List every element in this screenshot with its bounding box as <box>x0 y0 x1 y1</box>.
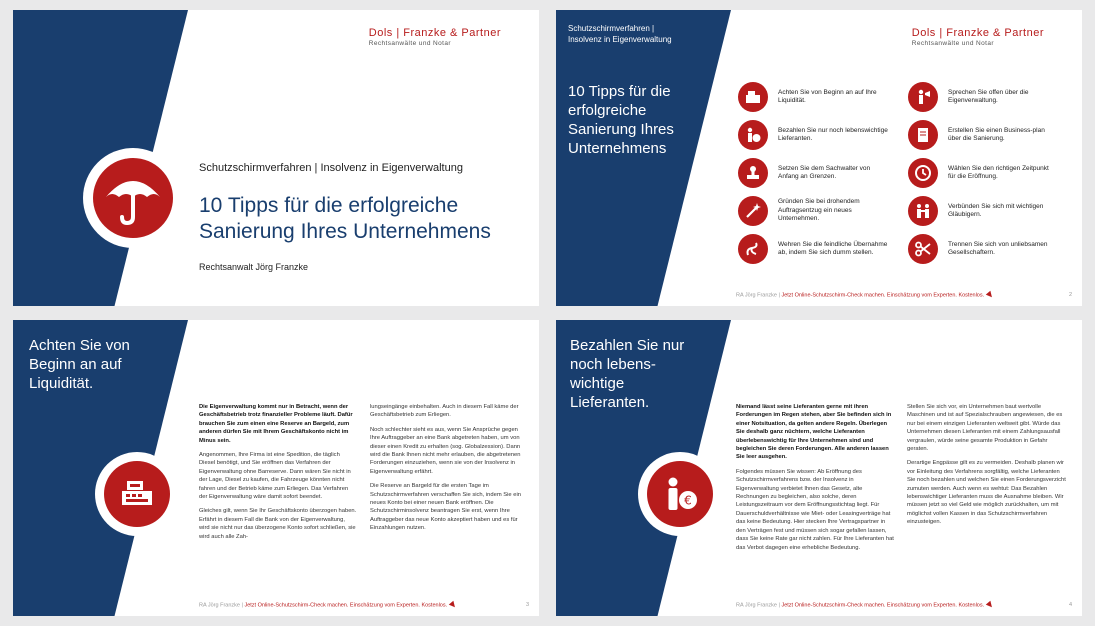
tip-item-2 <box>738 120 888 150</box>
footer <box>736 602 993 608</box>
cover-author: Rechtsanwalt Jörg Franzke <box>199 262 309 272</box>
tip-item-8 <box>908 158 1058 188</box>
footer-author: RA Jörg Franzke <box>199 602 240 608</box>
footer-author: RA Jörg Franzke <box>736 602 777 608</box>
paragraph: Stellen Sie sich vor, ein Unternehmen baut wertvolle Maschinen und ist auf Spezialschrauben angewiesen, die es nur bei einem einzigen Lieferanten weltweit gibt. Würde das Unternehmen diesen Lieferanten mit einem Zahlungsausfall vergraulen, würde seine gesamte Produktion in Gefahr geraten. <box>907 404 1063 453</box>
svg-text:€: € <box>684 493 692 508</box>
tip-2-page <box>556 320 1082 616</box>
footer-author: RA Jörg Franzke <box>736 292 777 298</box>
tip-item-4 <box>738 196 888 226</box>
tip-text: Sprechen Sie offen über die Eigenverwaltung. <box>948 88 1029 104</box>
tip-1-page <box>13 320 539 616</box>
tip-text: Achten Sie von Beginn an auf Ihre Liquidität. <box>778 88 877 104</box>
paragraph: Gleiches gilt, wenn Sie Ihr Geschäftskonto überzogen haben. Erfährt in diesem Fall die Bank von der Eigenverwaltung, wird sie nicht nur das überzogene Konto sofort schließen, sie wird auch alle Zah- <box>199 508 357 540</box>
page-number: 4 <box>1068 602 1072 608</box>
page-number: 3 <box>525 602 529 608</box>
overview-title: 10 Tipps für die erfolgreiche Sanierung Ihres Unternehmens <box>568 83 674 157</box>
paragraph: Die Reserve an Bargeld für die ersten Tage im Schutzschirmverfahren verschaffen Sie sich, indem Sie ein neues Konto bei einer neuen Bank eröffnen. Die Schutzschirminsolvenz beantragen Sie erst, wenn Ihre Auftraggeber das neue Konto akzeptiert haben und es für Einzahlungen nutzen. <box>370 483 522 532</box>
footer-separator: | <box>241 602 243 608</box>
tangle-icon <box>738 234 768 264</box>
footer <box>199 602 456 608</box>
tip-2-text-col-1 <box>736 403 896 558</box>
clock-icon <box>908 158 938 188</box>
footer-separator: | <box>778 292 780 298</box>
tip-item-6 <box>908 82 1058 112</box>
paragraph: Noch schlechter sieht es aus, wenn Sie Ansprüche gegen Ihre Auftraggeber an eine Bank abgetreten haben, um von dieser einen Kredit zu erhalten (sog. Globalzession). Dann wird die Bank Ihnen nicht mehr erlauben, die abgetretenen Forderungen einzuziehen, wenn sie von der Insolvenz in Eigenverwaltung erfährt. <box>370 426 521 475</box>
tip-text: Gründen Sie bei drohendem Auftragsentzug ein neues Unternehmen. <box>778 198 860 223</box>
document-euro-icon <box>908 120 938 150</box>
tip-1-text-col-1 <box>199 403 357 547</box>
tip-item-1 <box>738 82 888 112</box>
paragraph: Niemand lässt seine Lieferanten gerne mit ihren Forderungen im Regen stehen, aber Sie befinden sich in einer Notsituation, da gelten andere Regeln. Überlegen Sie deshalb ganz nüchtern, welche Lieferanten überlebenswichtig für Ihre Unternehmen sind und begleichen Sie deren Forderungen. Alle anderen lassen Sie leer ausgehen. <box>736 404 892 461</box>
page-number: 2 <box>1068 292 1072 298</box>
tip-item-9 <box>908 196 1058 226</box>
cash-register-icon-badge <box>95 452 179 536</box>
tip-item-7 <box>908 120 1058 150</box>
tip-2-text-col-2 <box>907 403 1067 533</box>
umbrella-icon <box>102 167 164 229</box>
cover-page <box>13 10 539 306</box>
header-line-1: Schutzschirmverfahren | <box>568 24 655 33</box>
tip-2-title: Bezahlen Sie nur noch lebens- wichtige Lieferanten. <box>570 337 685 411</box>
tip-text: Trennen Sie sich von unliebsamen Gesellschaftern. <box>948 240 1048 256</box>
tip-text: Setzen Sie dem Sachwalter von Anfang an Grenzen. <box>778 164 871 180</box>
paragraph: Folgendes müssen Sie wissen: Ab Eröffnung des Schutzschirmverfahrens bzw. der Insolvenz in Eigenverwaltung verbietet Ihnen das Gesetz, alte Rechnungen zu begleichen, also solche, deren Leistungszeitraum vor dem Eröffnungsstichtag liegt. Für Dauerschuldverhältnisse wie Miet- oder Leasingverträge hat das keine Bedeutung. Hier stecken Ihre Vertragspartner in den Verträgen fest und müssen sich sogar gefallen lassen, dass Sie keine Rate gar nicht zahlen. Für Ihre Lieferanten hat das Verbot dagegen eine erhebliche Bedeutung. <box>736 468 894 551</box>
footer-separator: | <box>778 602 780 608</box>
person-euro-icon-badge <box>638 452 722 536</box>
paragraph: Die Eigenverwaltung kommt nur in Betracht, wenn der Geschäftsbetrieb trotz finanzieller Probleme läuft. Dafür brauchen Sie zum einen eine Reserve an Bargeld, zum anderen dürfen Sie mit Ihrem Geschäftskonto nicht im Minus sein. <box>199 404 353 444</box>
blue-band <box>556 10 731 306</box>
tip-item-5 <box>738 234 888 264</box>
handshake-icon <box>908 196 938 226</box>
paragraph: lungseingänge einbehalten. Auch in diesem Fall käme der Geschäftsbetrieb zum Erliegen. <box>370 404 519 419</box>
cover-subtitle: Schutzschirmverfahren | Insolvenz in Eigenverwaltung <box>199 162 463 174</box>
tip-1-text-col-2 <box>370 403 528 539</box>
umbrella-icon-badge <box>83 148 183 248</box>
paragraph: Derartige Engpässe gilt es zu vermeiden. Deshalb planen wir vor Einleitung des Verfahrens sorgfältig, welche Lieferanten Sie noch bezahlen und welchen Sie einen Forderungsverzicht zumuten werden. Auch wenn es wehtut: Das Bezahlen lebenswichtiger Lieferanten muss die Ausnahme bleiben. Wir müssen jetzt so viel Geld wie möglich zurückhalten, um mit möglichst vollen Kassen in das Schutzschirmverfahren einzusteigen. <box>907 460 1066 526</box>
tip-item-10 <box>908 234 1058 264</box>
cover-title: 10 Tipps für die erfolgreiche Sanierung Ihres Unternehmens <box>199 194 491 243</box>
tip-text: Wählen Sie den richtigen Zeitpunkt für die Eröffnung. <box>948 164 1049 180</box>
firm-logo <box>369 27 501 47</box>
tip-text: Bezahlen Sie nur noch lebenswichtige Lieferanten. <box>778 126 888 142</box>
stamp-icon <box>738 158 768 188</box>
online-check-link[interactable]: Jetzt Online-Schutzschirm-Check machen. Einschätzung vom Experten. Kostenlos. <box>244 602 448 608</box>
cursor-icon <box>986 290 994 298</box>
person-euro-icon <box>738 120 768 150</box>
tip-1-title: Achten Sie von Beginn an auf Liquidität. <box>29 337 130 392</box>
logo-sub: Rechtsanwälte und Notar <box>911 40 994 47</box>
tip-item-3 <box>738 158 888 188</box>
online-check-link[interactable]: Jetzt Online-Schutzschirm-Check machen. Einschätzung vom Experten. Kostenlos. <box>781 602 985 608</box>
paragraph: Angenommen, Ihre Firma ist eine Spedition, die täglich Diesel benötigt, und Sie eröffnen das Verfahren der Eigenverwaltung ohne Barreserve. Dann wären Sie nicht in der Lage, Diesel zu kaufen, die Fahrzeuge könnten nicht fahren und der Betrieb käme zum Erliegen. Das Verfahren der Eigenverwaltung wäre damit sofort beendet. <box>199 452 351 501</box>
tip-text: Verbünden Sie sich mit wichtigen Gläubigern. <box>948 202 1044 218</box>
logo-name: Dols | Franzke & Partner <box>368 27 501 39</box>
speaker-icon <box>908 82 938 112</box>
header-line-2: Insolvenz in Eigenverwaltung <box>568 35 672 44</box>
person-euro-icon <box>660 474 700 514</box>
cash-register-icon <box>118 475 156 513</box>
logo-sub: Rechtsanwälte und Notar <box>368 40 451 47</box>
cursor-icon <box>986 600 994 608</box>
overview-header <box>568 23 672 45</box>
cash-register-icon <box>738 82 768 112</box>
logo-name: Dols | Franzke & Partner <box>911 27 1044 39</box>
footer <box>736 292 993 298</box>
tip-text: Wehren Sie die feindliche Übernahme ab, indem Sie sich dumm stellen. <box>778 240 888 256</box>
online-check-link[interactable]: Jetzt Online-Schutzschirm-Check machen. Einschätzung vom Experten. Kostenlos. <box>781 292 985 298</box>
firm-logo <box>912 27 1044 47</box>
cursor-icon <box>449 600 457 608</box>
scissors-icon <box>908 234 938 264</box>
tip-text: Erstellen Sie einen Business-plan über die Sanierung. <box>948 126 1045 142</box>
overview-page <box>556 10 1082 306</box>
magic-wand-icon <box>738 196 768 226</box>
